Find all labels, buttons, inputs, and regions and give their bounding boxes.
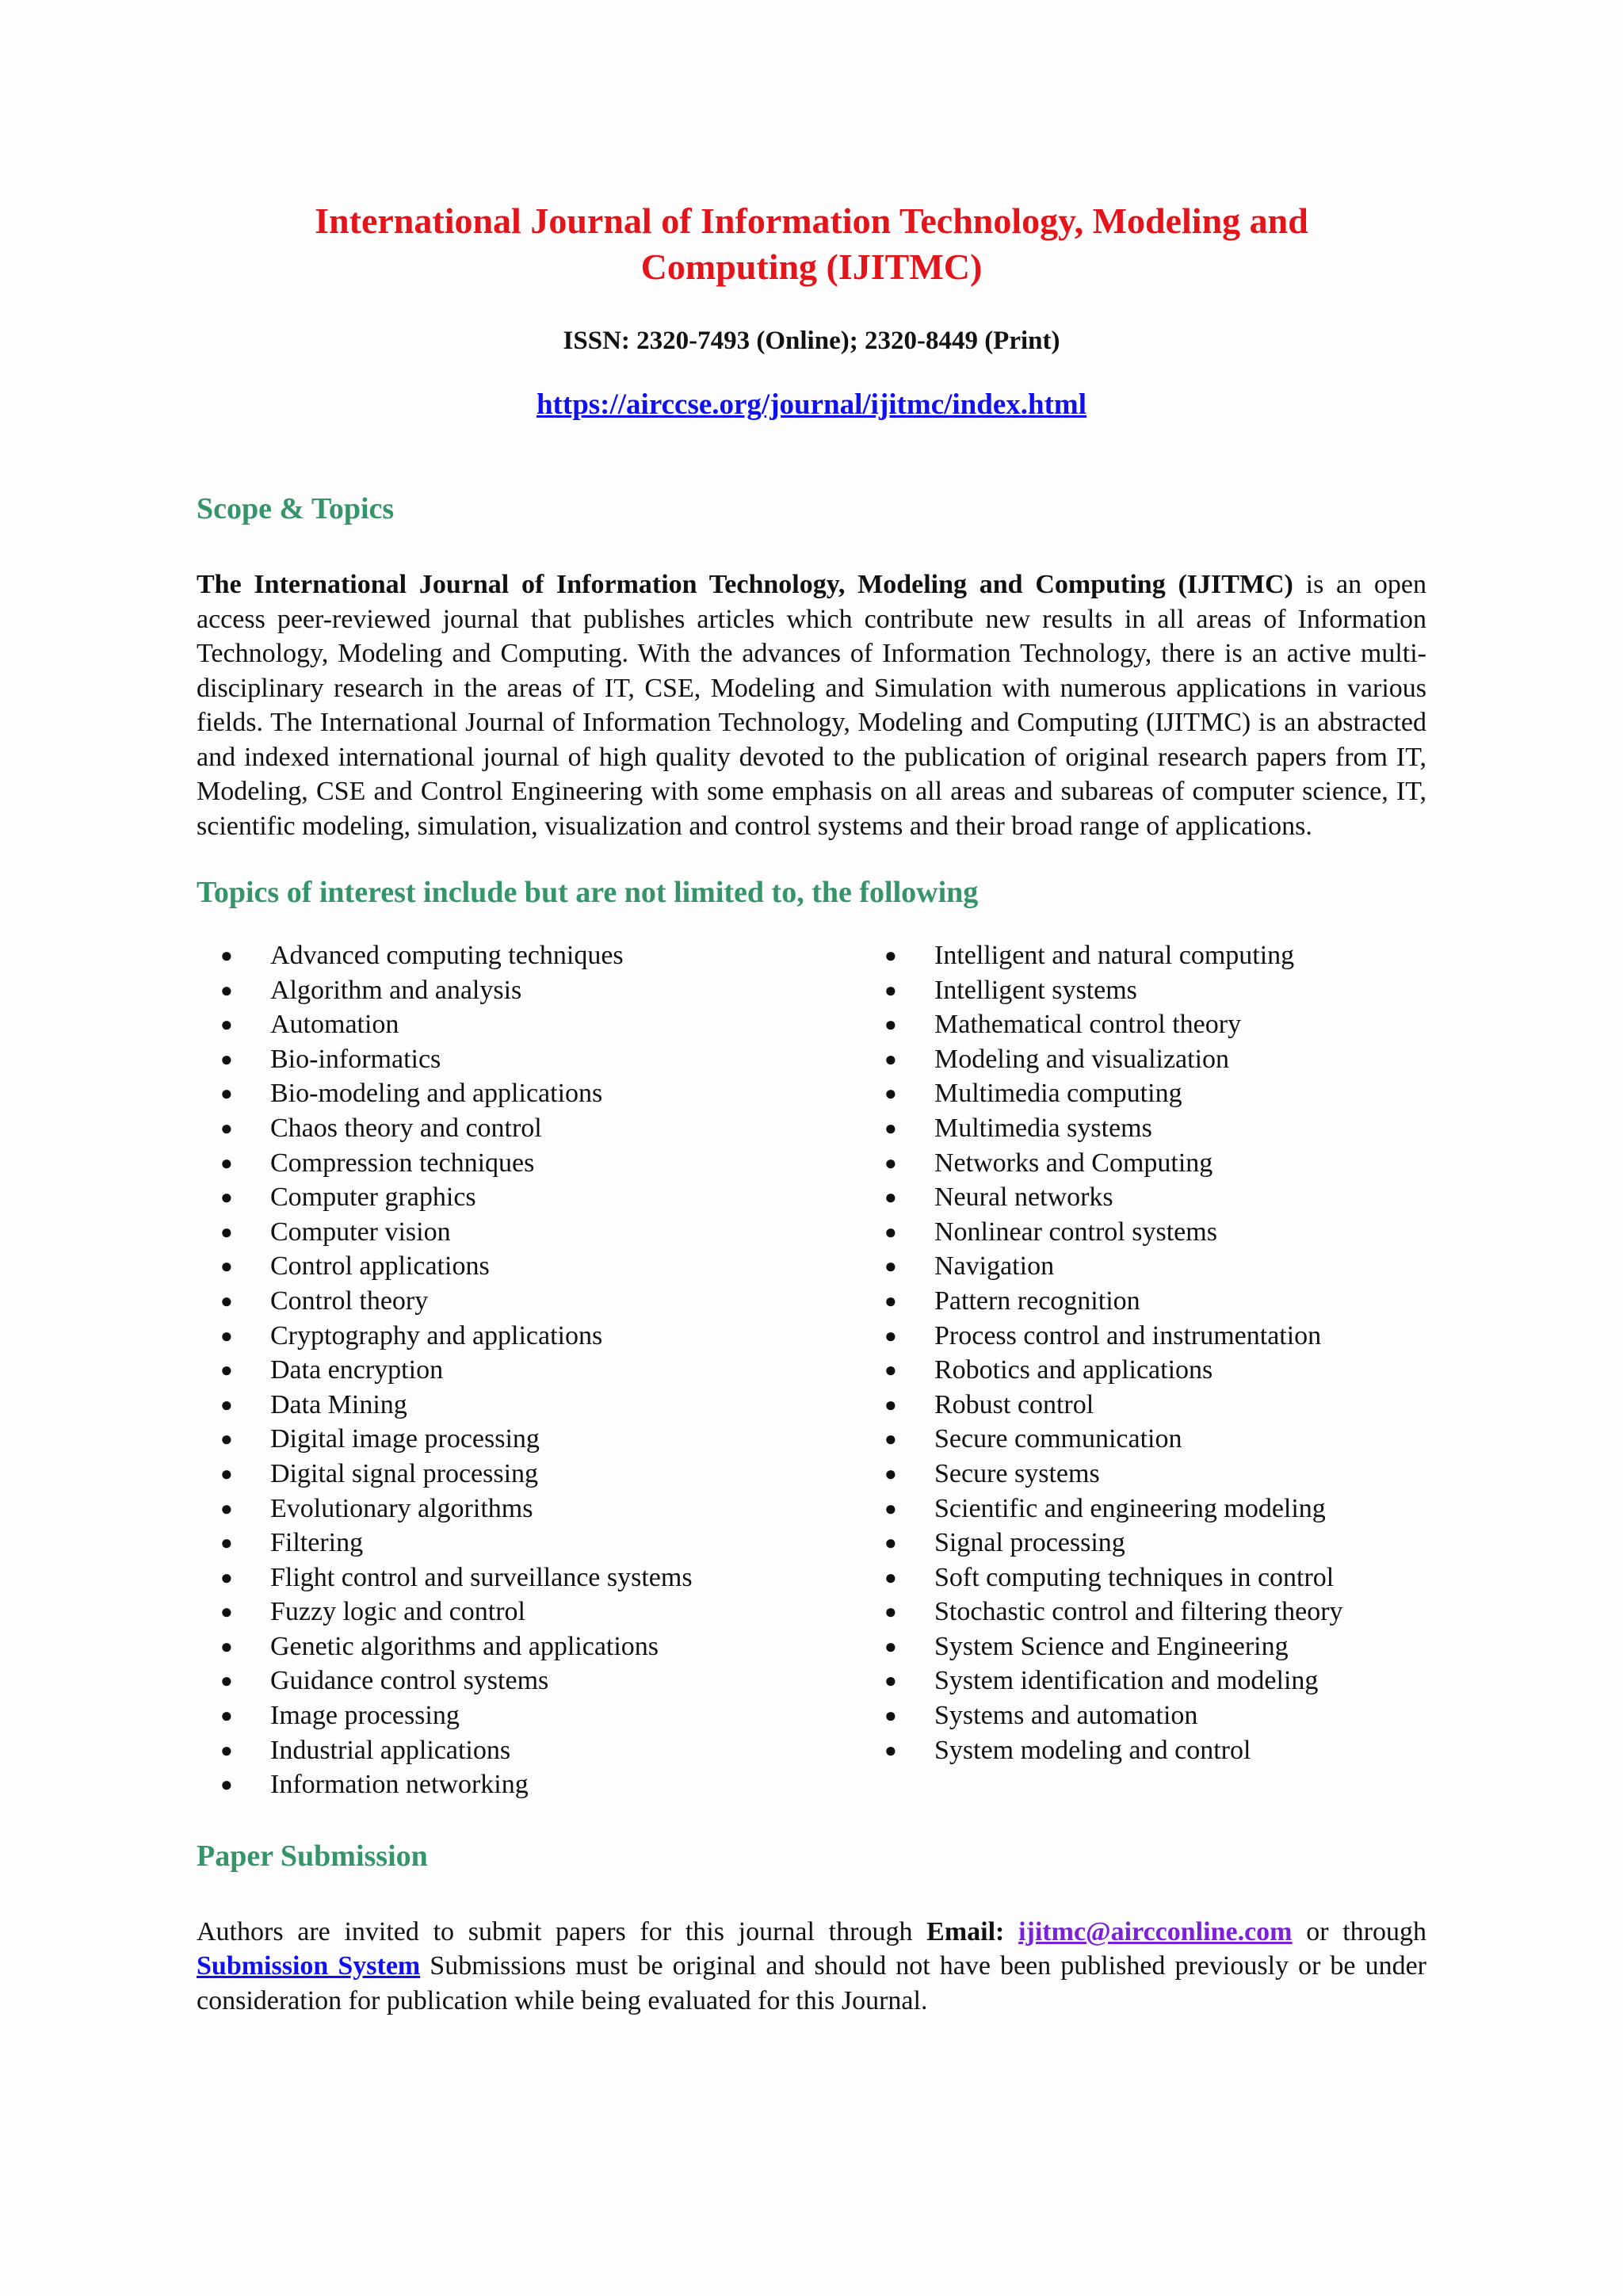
topic-item [197,1664,861,1698]
bullet-icon: ● [884,1324,897,1347]
bullet-icon: ● [884,1151,897,1175]
topic-label: Filtering [270,1528,364,1558]
topic-item [861,1526,1415,1561]
bullet-icon: ● [884,1013,897,1037]
bullet-icon: ● [220,1186,233,1209]
topic-item [197,1042,861,1077]
topic-item [861,1595,1415,1629]
bullet-icon: ● [884,1289,897,1312]
topic-label: Scientific and engineering modeling [934,1493,1326,1523]
topic-label: Secure communication [934,1424,1182,1454]
topic-label: Control applications [270,1251,490,1282]
bullet-icon: ● [220,1082,233,1106]
scope-body: is an open access peer-reviewed journal that publishes articles which contribute new results in all areas of Information Technology, Modeling and Computing. With the advances of Information Technology, there is an active multi-disciplinary research in the areas of IT, CSE, Modeling and Simulation with numerous applications in various fields. The International Journal of Information Technology, Modeling and Computing (IJITMC) is an abstracted and indexed international journal of high quality devoted to the publication of original research papers from IT, Modeling, CSE and Control Engineering with some emphasis on all areas and subareas of computer science, IT, scientific modeling, simulation, visualization and control systems and their broad range of applications. [197,570,1426,841]
topic-label: Guidance control systems [270,1666,549,1696]
topic-item [197,1007,861,1042]
topic-label: Image processing [270,1701,460,1731]
topic-item [861,1076,1415,1111]
topic-item [197,1698,861,1733]
topics-heading: Topics of interest include but are not limited to, the following [197,876,979,909]
journal-title: International Journal of Information Technology, Modeling and Computing (IJITMC) [315,201,1308,287]
topic-label: Intelligent and natural computing [934,941,1295,970]
bullet-icon: ● [884,1738,897,1762]
topic-label: Compression techniques [270,1148,535,1178]
email-label: Email: [926,1916,1005,1946]
bullet-icon: ● [884,1565,897,1589]
bullet-icon: ● [220,1151,233,1175]
topic-label: Modeling and visualization [934,1044,1230,1074]
topic-label: Algorithm and analysis [270,975,522,1005]
topic-item [861,1284,1415,1319]
topic-label: Advanced computing techniques [270,941,624,970]
topic-label: Computer vision [270,1217,451,1247]
topic-label: Bio-informatics [270,1044,441,1074]
bullet-icon: ● [884,1047,897,1071]
bullet-icon: ● [220,1704,233,1728]
topics-list-right [861,938,1415,1802]
topic-item [197,1111,861,1146]
bullet-icon: ● [220,978,233,1002]
bullet-icon: ● [884,978,897,1002]
topic-item [197,1629,861,1664]
bullet-icon: ● [220,1600,233,1624]
topic-label: Soft computing techniques in control [934,1562,1335,1592]
bullet-icon: ● [220,1461,233,1485]
topic-item [197,1215,861,1250]
topic-item [861,1249,1415,1284]
scope-heading: Scope & Topics [197,492,395,525]
topic-item [861,1111,1415,1146]
topic-item [197,938,861,973]
topic-item [861,1007,1415,1042]
bullet-icon: ● [884,1358,897,1382]
topic-item [197,1422,861,1457]
topic-label: System Science and Engineering [934,1631,1289,1661]
journal-url-line [197,388,1426,422]
topic-item [861,1457,1415,1492]
bullet-icon: ● [884,1600,897,1624]
journal-url-link[interactable]: https://airccse.org/journal/ijitmc/index.html [536,388,1087,421]
bullet-icon: ● [884,1186,897,1209]
topic-item [861,1180,1415,1215]
topic-item [197,1526,861,1561]
topic-label: Genetic algorithms and applications [270,1631,659,1661]
topic-item [861,1319,1415,1354]
topic-label: Navigation [934,1251,1055,1282]
topic-item [861,1733,1415,1768]
bullet-icon: ● [884,1704,897,1728]
bullet-icon: ● [220,1013,233,1037]
topic-item [861,1664,1415,1698]
topic-item [197,1457,861,1492]
bullet-icon: ● [884,1255,897,1278]
topic-label: Process control and instrumentation [934,1320,1322,1350]
bullet-icon: ● [884,1392,897,1416]
bullet-icon: ● [220,1289,233,1312]
topic-label: System identification and modeling [934,1666,1319,1696]
topic-label: System modeling and control [934,1735,1251,1765]
topic-item [861,1561,1415,1595]
topic-label: Chaos theory and control [270,1113,542,1143]
topic-item [861,1042,1415,1077]
bullet-icon: ● [220,1496,233,1520]
scope-paragraph [197,567,1426,843]
bullet-icon: ● [220,1634,233,1658]
bullet-icon: ● [884,1082,897,1106]
bullet-icon: ● [220,1427,233,1451]
topic-label: Industrial applications [270,1735,511,1765]
topic-label: Signal processing [934,1528,1125,1558]
submission-text-before: Authors are invited to submit papers for this journal through [197,1916,927,1946]
topic-label: Computer graphics [270,1182,476,1213]
topic-label: Data Mining [270,1389,407,1419]
topic-item [197,1492,861,1526]
email-link[interactable]: ijitmc@aircconline.com [1018,1916,1293,1946]
topic-label: Systems and automation [934,1701,1198,1731]
topic-label: Robotics and applications [934,1355,1213,1385]
bullet-icon: ● [220,1738,233,1762]
topic-item [197,1249,861,1284]
topic-item [197,1561,861,1595]
topic-label: Flight control and surveillance systems [270,1562,693,1592]
topic-label: Automation [270,1010,399,1040]
topic-label: Digital signal processing [270,1458,539,1488]
topics-list-left [197,938,861,1802]
topic-item [861,1215,1415,1250]
topic-label: Multimedia systems [934,1113,1152,1143]
topic-item [861,1146,1415,1181]
bullet-icon: ● [884,1496,897,1520]
topic-item [861,1698,1415,1733]
topic-label: Pattern recognition [934,1286,1140,1316]
topic-label: Cryptography and applications [270,1320,603,1350]
topic-item [197,1076,861,1111]
topic-item [861,1353,1415,1388]
topic-item [197,1284,861,1319]
topic-label: Neural networks [934,1182,1113,1213]
topic-label: Networks and Computing [934,1148,1213,1178]
topic-label: Nonlinear control systems [934,1217,1217,1247]
topic-item [197,1595,861,1629]
bullet-icon: ● [884,1220,897,1244]
topic-item [197,973,861,1008]
topic-item [861,973,1415,1008]
submission-text-after: Submissions must be original and should not have been published previously or be under consideration for publication while being evaluated for this Journal. [197,1951,1426,2015]
topic-item [197,1388,861,1423]
submission-text-mid: or through [1292,1916,1427,1946]
topic-label: Evolutionary algorithms [270,1493,533,1523]
topic-label: Digital image processing [270,1424,540,1454]
topic-item [197,1353,861,1388]
topic-item [197,1146,861,1181]
submission-system-link[interactable]: Submission System [197,1951,421,1981]
issn-line: ISSN: 2320-7493 (Online); 2320-8449 (Print) [563,327,1060,355]
topic-item [861,1629,1415,1664]
bullet-icon: ● [884,944,897,967]
topic-label: Mathematical control theory [934,1010,1242,1040]
topic-label: Intelligent systems [934,975,1137,1005]
bullet-icon: ● [220,1669,233,1693]
topic-label: Information networking [270,1770,529,1800]
topic-item [197,1319,861,1354]
topic-item [861,938,1415,973]
bullet-icon: ● [220,1047,233,1071]
bullet-icon: ● [884,1634,897,1658]
topic-item [197,1180,861,1215]
bullet-icon: ● [220,1220,233,1244]
bullet-icon: ● [220,1531,233,1555]
bullet-icon: ● [884,1427,897,1451]
submission-paragraph [197,1915,1426,2019]
bullet-icon: ● [220,1392,233,1416]
topic-item [861,1492,1415,1526]
topic-label: Data encryption [270,1355,444,1385]
topic-label: Bio-modeling and applications [270,1079,603,1109]
topic-item [861,1422,1415,1457]
topic-label: Secure systems [934,1458,1100,1488]
topic-label: Control theory [270,1286,429,1316]
topic-label: Robust control [934,1389,1094,1419]
bullet-icon: ● [220,1255,233,1278]
bullet-icon: ● [884,1461,897,1485]
submission-heading: Paper Submission [197,1839,428,1873]
topic-item [861,1388,1415,1423]
bullet-icon: ● [220,944,233,967]
scope-lead-bold: The International Journal of Information Technology, Modeling and Computing (IJITMC) [197,570,1293,599]
bullet-icon: ● [884,1116,897,1140]
bullet-icon: ● [220,1565,233,1589]
bullet-icon: ● [220,1324,233,1347]
bullet-icon: ● [220,1358,233,1382]
bullet-icon: ● [884,1531,897,1555]
bullet-icon: ● [884,1669,897,1693]
topic-label: Fuzzy logic and control [270,1597,525,1627]
topics-lists [197,938,1426,1802]
bullet-icon: ● [220,1773,233,1797]
bullet-icon: ● [220,1116,233,1140]
topic-label: Stochastic control and filtering theory [934,1597,1343,1627]
topic-item [197,1733,861,1768]
topic-item [197,1767,861,1802]
topic-label: Multimedia computing [934,1079,1182,1109]
